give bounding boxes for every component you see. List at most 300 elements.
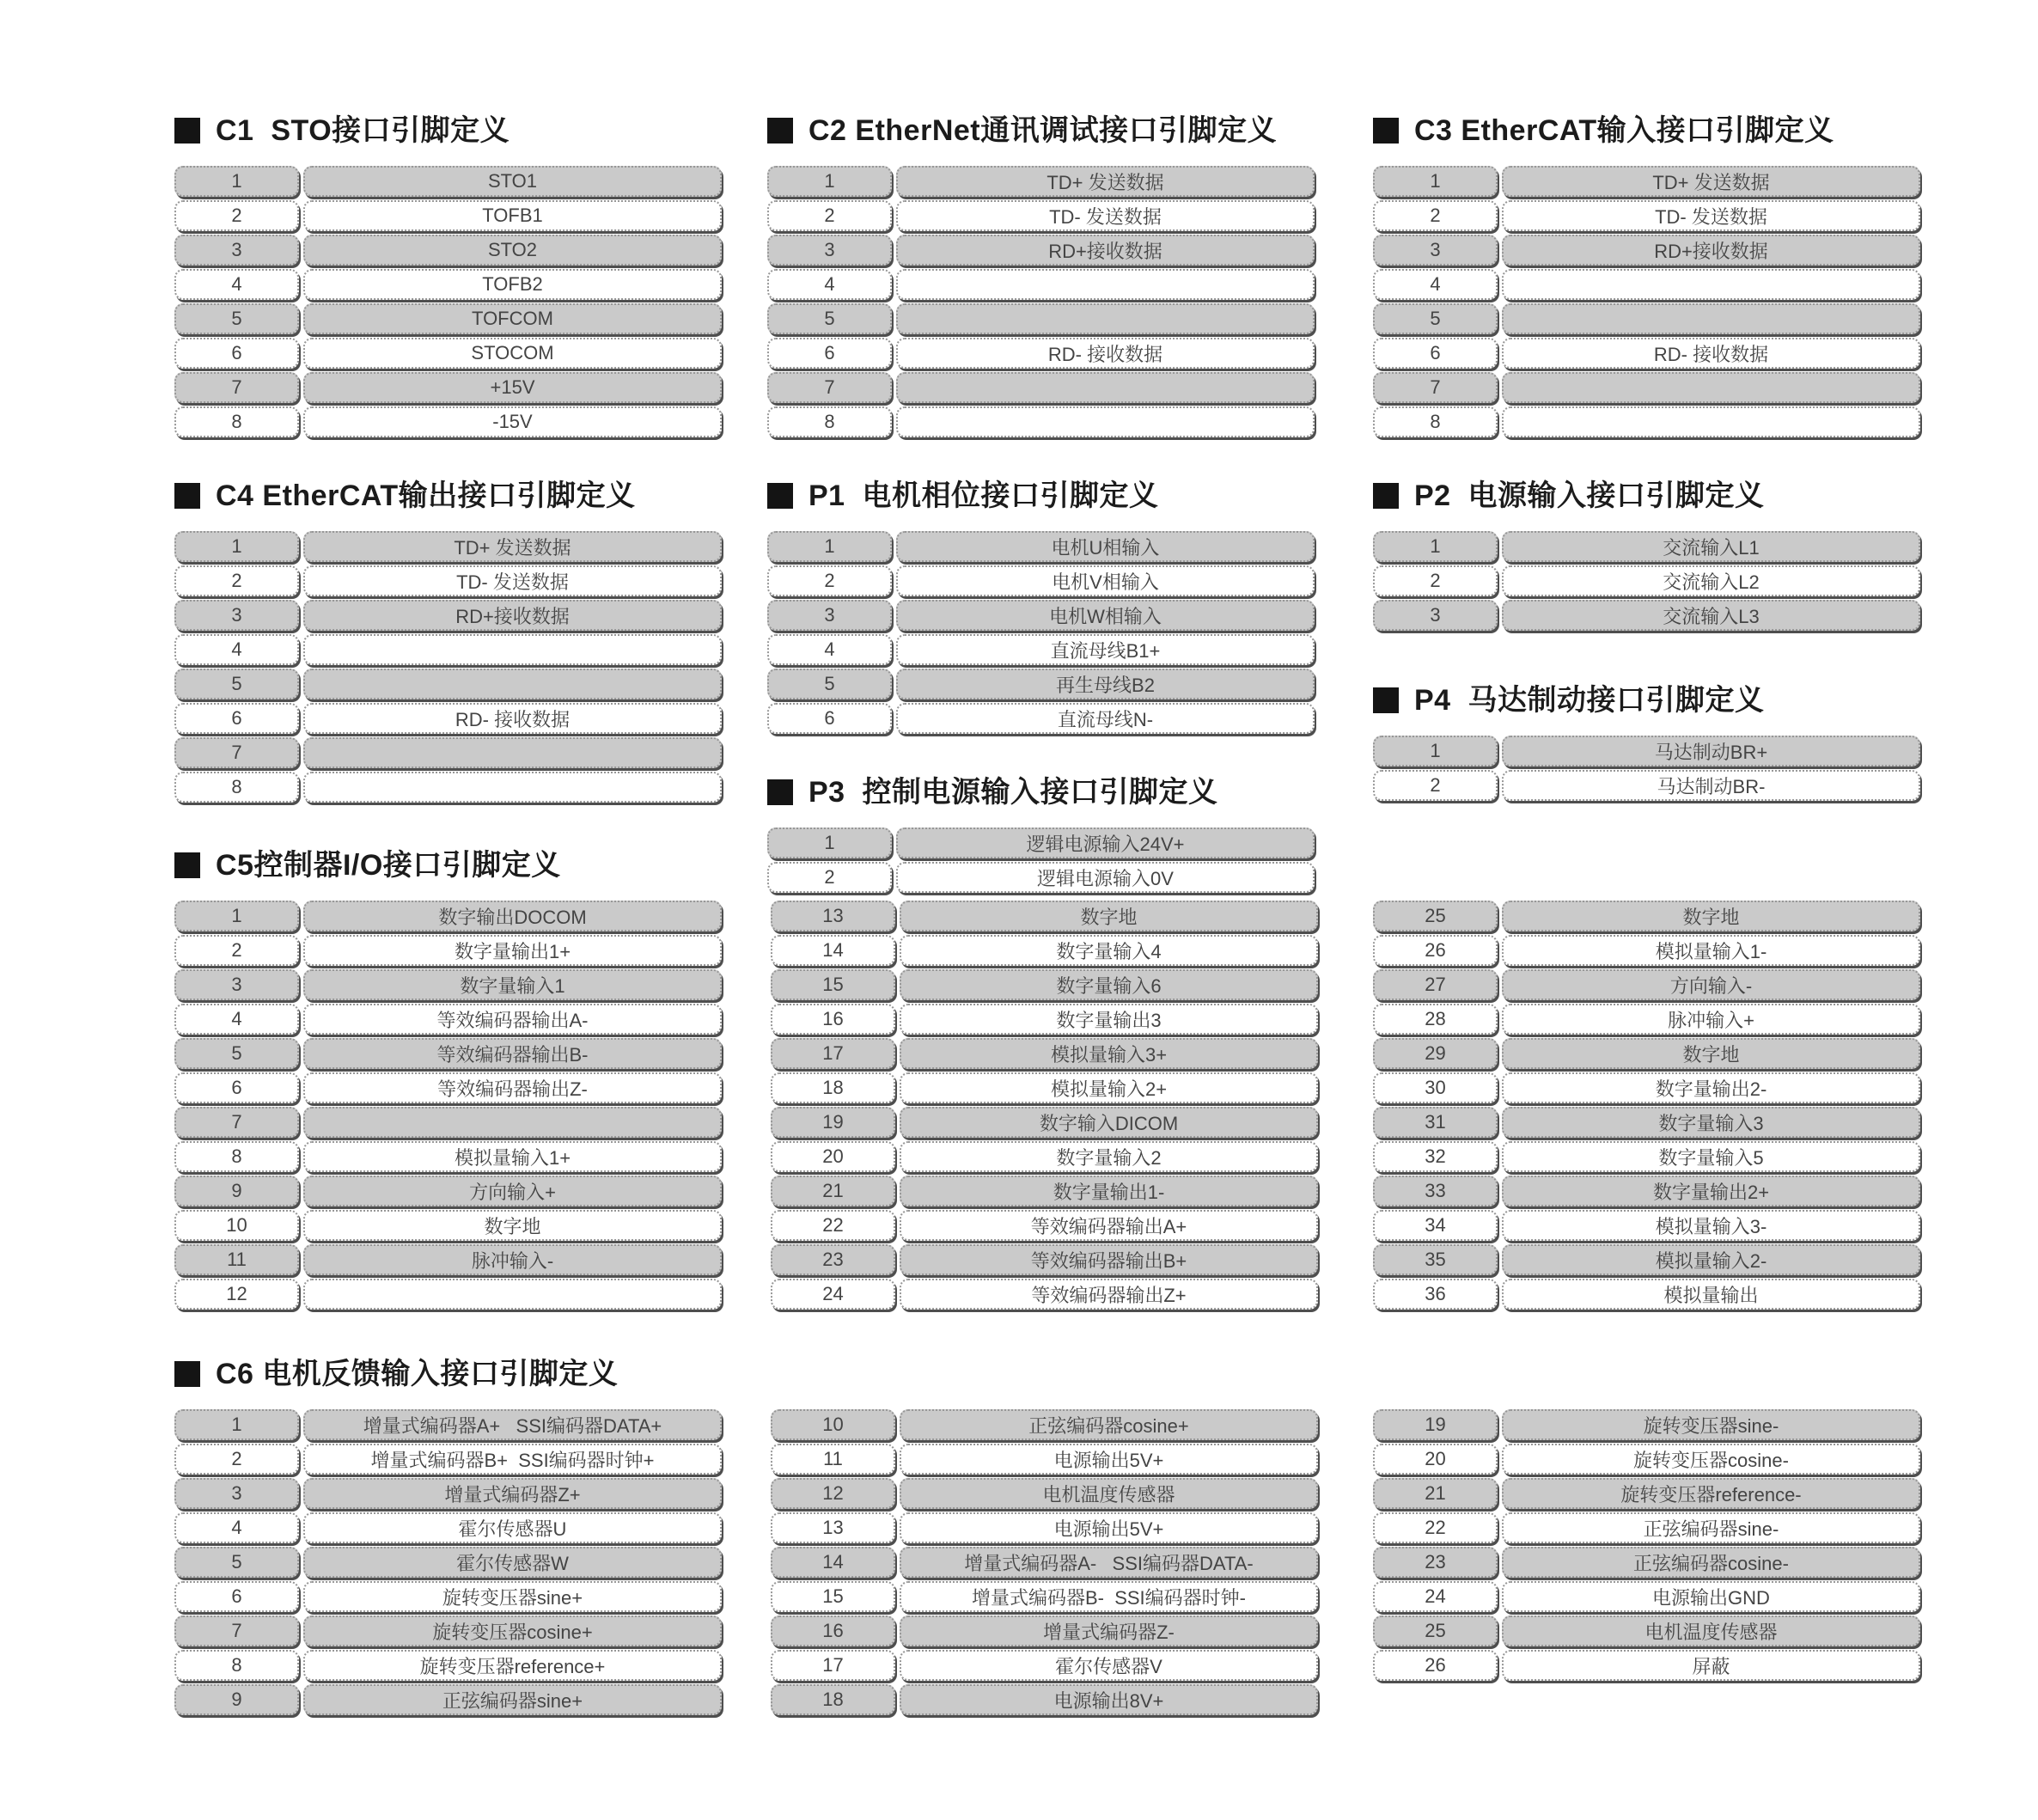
pin-number-cell: 23 [771, 1244, 895, 1275]
pin-row [771, 1004, 1318, 1035]
pin-number-cell: 19 [1373, 1409, 1498, 1440]
pin-row [174, 1072, 722, 1103]
pin-label-cell: 数字地 [900, 901, 1318, 931]
pin-row [1373, 901, 1920, 931]
pin-label-cell [1502, 372, 1920, 403]
pin-number-cell: 7 [767, 372, 892, 403]
pin-label-cell: 模拟量输入1- [1502, 935, 1920, 966]
pin-number-cell: 5 [767, 303, 892, 334]
section-bullet-icon [767, 483, 793, 509]
pin-row [174, 1547, 722, 1578]
pin-number-cell: 2 [174, 565, 299, 596]
pin-row [1373, 770, 1920, 801]
pin-number-cell: 6 [767, 338, 892, 369]
pin-row [1373, 600, 1920, 631]
section-p4 [1373, 681, 1920, 804]
pin-number-cell: 18 [771, 1684, 895, 1715]
pin-row [767, 166, 1315, 197]
pin-label-cell: 旋转变压器sine- [1502, 1409, 1920, 1440]
pin-number-cell: 13 [771, 1512, 895, 1543]
pin-label-cell: 旋转变压器sine+ [303, 1581, 722, 1612]
pin-label-cell [303, 1279, 722, 1310]
pin-label-cell: 电机温度传感器 [900, 1478, 1318, 1509]
section-title-text: C2 EtherNet通讯调试接口引脚定义 [808, 114, 1278, 147]
pin-number-cell: 4 [767, 634, 892, 665]
pin-row [771, 1244, 1318, 1275]
pin-label-cell [1502, 303, 1920, 334]
pin-row [174, 269, 722, 300]
section-bullet-icon [1373, 483, 1399, 509]
pin-row [174, 1444, 722, 1475]
pin-number-cell: 17 [771, 1038, 895, 1069]
pin-row [174, 703, 722, 734]
pin-row [1373, 1581, 1920, 1612]
pin-row [174, 901, 722, 931]
pin-label-cell: RD+接收数据 [303, 600, 722, 631]
pin-label-cell: 电源输出8V+ [900, 1684, 1318, 1715]
pin-number-cell: 6 [174, 1581, 299, 1612]
pin-row [174, 235, 722, 266]
pin-number-cell: 15 [771, 969, 895, 1000]
pin-row [1373, 1141, 1920, 1172]
pin-number-cell: 1 [174, 901, 299, 931]
pin-label-cell: 数字地 [1502, 1038, 1920, 1069]
pin-number-cell: 30 [1373, 1072, 1498, 1103]
section-p1-title [767, 477, 1315, 515]
pin-number-cell: 22 [771, 1210, 895, 1241]
pin-label-cell: 等效编码器输出B- [303, 1038, 722, 1069]
pin-row [1373, 1244, 1920, 1275]
section-c6-continued-right [1373, 1409, 1920, 1684]
pin-number-cell: 3 [174, 235, 299, 266]
pin-number-cell: 5 [174, 669, 299, 699]
pin-row [1373, 1279, 1920, 1310]
pin-row [767, 565, 1315, 596]
pin-label-cell: 直流母线B1+ [896, 634, 1315, 665]
pin-label-cell: 增量式编码器A+ SSI编码器DATA+ [303, 1409, 722, 1440]
pin-label-cell: TOFB1 [303, 200, 722, 231]
pin-label-cell: TOFB2 [303, 269, 722, 300]
pin-row [174, 1176, 722, 1206]
pin-row [1373, 531, 1920, 562]
pin-row [767, 338, 1315, 369]
pin-number-cell: 16 [771, 1004, 895, 1035]
pin-row [174, 1684, 722, 1715]
pin-number-cell: 1 [174, 1409, 299, 1440]
pin-label-cell: 直流母线N- [896, 703, 1315, 734]
pin-number-cell: 5 [174, 303, 299, 334]
pin-label-cell: 模拟量输入3- [1502, 1210, 1920, 1241]
pin-number-cell: 1 [1373, 166, 1498, 197]
pin-row [767, 703, 1315, 734]
pin-number-cell: 25 [1373, 901, 1498, 931]
pin-number-cell: 7 [174, 1107, 299, 1138]
pin-row [1373, 1409, 1920, 1440]
pin-row [174, 1038, 722, 1069]
pin-row [767, 600, 1315, 631]
pin-label-cell: RD+接收数据 [896, 235, 1315, 266]
pin-row [767, 669, 1315, 699]
pin-number-cell: 14 [771, 1547, 895, 1578]
pin-row [1373, 1107, 1920, 1138]
pin-label-cell: 交流输入L2 [1502, 565, 1920, 596]
pin-table-c6-pins-10-18 [771, 1409, 1318, 1719]
pin-number-cell: 2 [767, 565, 892, 596]
pin-label-cell: 增量式编码器B- SSI编码器时钟- [900, 1581, 1318, 1612]
pin-number-cell: 2 [1373, 565, 1498, 596]
pin-row [174, 166, 722, 197]
pin-label-cell: TD- 发送数据 [303, 565, 722, 596]
pin-label-cell: 电机U相输入 [896, 531, 1315, 562]
section-c3-title [1373, 112, 1920, 150]
pin-label-cell: 数字量输出2+ [1502, 1176, 1920, 1206]
pin-label-cell [896, 372, 1315, 403]
pin-table-c6-pins-1-9 [174, 1409, 722, 1719]
pin-row [174, 1478, 722, 1509]
pin-row [1373, 1210, 1920, 1241]
pin-label-cell [303, 1107, 722, 1138]
pin-row [1373, 200, 1920, 231]
pin-row [174, 1409, 722, 1440]
pin-label-cell: 模拟量输入2- [1502, 1244, 1920, 1275]
pin-number-cell: 8 [174, 406, 299, 437]
pin-number-cell: 29 [1373, 1038, 1498, 1069]
pin-row [1373, 1038, 1920, 1069]
pin-number-cell: 2 [767, 200, 892, 231]
section-title-text: C4 EtherCAT输出接口引脚定义 [216, 479, 636, 512]
pin-row [174, 1512, 722, 1543]
pin-label-cell: 数字地 [303, 1210, 722, 1241]
pin-label-cell [303, 737, 722, 768]
pin-label-cell: 方向输入+ [303, 1176, 722, 1206]
pin-label-cell: 电机温度传感器 [1502, 1615, 1920, 1646]
pin-label-cell: 正弦编码器cosine- [1502, 1547, 1920, 1578]
section-bullet-icon [174, 1361, 200, 1387]
section-p3-title [767, 773, 1315, 811]
pin-number-cell: 8 [174, 1141, 299, 1172]
pin-label-cell [303, 634, 722, 665]
section-bullet-icon [767, 779, 793, 805]
pin-label-cell: 逻辑电源输入24V+ [896, 828, 1315, 858]
pin-number-cell: 7 [1373, 372, 1498, 403]
pin-row [1373, 1478, 1920, 1509]
pin-number-cell: 3 [1373, 235, 1498, 266]
pin-label-cell: 模拟量输出 [1502, 1279, 1920, 1310]
pin-number-cell: 2 [174, 200, 299, 231]
pin-number-cell: 26 [1373, 935, 1498, 966]
pin-number-cell: 33 [1373, 1176, 1498, 1206]
section-p3 [767, 773, 1315, 896]
pin-row [174, 1004, 722, 1035]
pin-label-cell: 正弦编码器sine+ [303, 1684, 722, 1715]
pin-label-cell: STOCOM [303, 338, 722, 369]
section-c2 [767, 112, 1315, 441]
pin-label-cell: 数字量输出2- [1502, 1072, 1920, 1103]
pin-table-p2 [1373, 531, 1920, 634]
pin-label-cell: 霍尔传感器U [303, 1512, 722, 1543]
section-p1 [767, 477, 1315, 737]
pin-number-cell: 16 [771, 1615, 895, 1646]
pin-row [1373, 1615, 1920, 1646]
pin-row [174, 303, 722, 334]
pin-row [1373, 1650, 1920, 1681]
pin-number-cell: 1 [767, 531, 892, 562]
pin-row [174, 200, 722, 231]
pin-label-cell: 霍尔传感器V [900, 1650, 1318, 1681]
pin-table-p4 [1373, 736, 1920, 804]
pin-row [174, 1141, 722, 1172]
pin-table-c3 [1373, 166, 1920, 441]
pin-number-cell: 10 [771, 1409, 895, 1440]
section-title-text: C3 EtherCAT输入接口引脚定义 [1414, 114, 1834, 147]
pin-label-cell: 旋转变压器reference+ [303, 1650, 722, 1681]
pin-label-cell: 数字输入DICOM [900, 1107, 1318, 1138]
pin-number-cell: 3 [1373, 600, 1498, 631]
pin-number-cell: 3 [174, 969, 299, 1000]
pin-row [174, 338, 722, 369]
section-bullet-icon [1373, 687, 1399, 713]
section-c6-continued-middle [771, 1409, 1318, 1719]
pin-number-cell: 3 [767, 600, 892, 631]
pin-row [767, 372, 1315, 403]
pin-row [767, 406, 1315, 437]
pin-label-cell: 马达制动BR- [1502, 770, 1920, 801]
pin-label-cell: 屏蔽 [1502, 1650, 1920, 1681]
pin-row [1373, 1512, 1920, 1543]
pin-label-cell: 增量式编码器A- SSI编码器DATA- [900, 1547, 1318, 1578]
pin-row [174, 737, 722, 768]
pin-row [174, 969, 722, 1000]
pin-label-cell: 电源输出GND [1502, 1581, 1920, 1612]
pin-number-cell: 1 [1373, 531, 1498, 562]
pin-row [771, 1650, 1318, 1681]
pin-number-cell: 5 [174, 1547, 299, 1578]
pin-row [767, 269, 1315, 300]
pin-label-cell: 数字量输入1 [303, 969, 722, 1000]
pin-row [771, 901, 1318, 931]
pin-number-cell: 9 [174, 1176, 299, 1206]
pin-label-cell: RD- 接收数据 [303, 703, 722, 734]
pin-label-cell: 旋转变压器cosine+ [303, 1615, 722, 1646]
pin-row [767, 828, 1315, 858]
pin-table-c5-pins-13-24 [771, 901, 1318, 1313]
pin-row [1373, 303, 1920, 334]
pin-number-cell: 3 [767, 235, 892, 266]
pin-row [174, 634, 722, 665]
pin-number-cell: 11 [174, 1244, 299, 1275]
pin-label-cell: 旋转变压器reference- [1502, 1478, 1920, 1509]
pin-row [771, 1072, 1318, 1103]
pin-number-cell: 18 [771, 1072, 895, 1103]
pin-row [767, 200, 1315, 231]
pin-number-cell: 1 [174, 531, 299, 562]
pin-label-cell: 数字地 [1502, 901, 1920, 931]
pin-row [174, 372, 722, 403]
section-c4-title [174, 477, 722, 515]
pin-number-cell: 24 [771, 1279, 895, 1310]
pin-number-cell: 25 [1373, 1615, 1498, 1646]
pin-label-cell: 数字量输入3 [1502, 1107, 1920, 1138]
pin-label-cell: 电源输出5V+ [900, 1444, 1318, 1475]
section-c5-continued-middle [771, 901, 1318, 1313]
pin-row [174, 935, 722, 966]
pin-row [1373, 935, 1920, 966]
pin-label-cell: 等效编码器输出A- [303, 1004, 722, 1035]
pin-row [174, 565, 722, 596]
pin-row [1373, 166, 1920, 197]
section-c2-title [767, 112, 1315, 150]
pin-row [1373, 1072, 1920, 1103]
pin-label-cell: TD- 发送数据 [1502, 200, 1920, 231]
pin-row [771, 1279, 1318, 1310]
pin-label-cell: 电机V相输入 [896, 565, 1315, 596]
pin-label-cell [896, 303, 1315, 334]
pin-label-cell: 电源输出5V+ [900, 1512, 1318, 1543]
pin-row [771, 1176, 1318, 1206]
pin-row [1373, 565, 1920, 596]
pin-row [1373, 1547, 1920, 1578]
pin-number-cell: 5 [174, 1038, 299, 1069]
pin-number-cell: 6 [174, 703, 299, 734]
pin-number-cell: 20 [771, 1141, 895, 1172]
pin-label-cell: 数字量输出1- [900, 1176, 1318, 1206]
section-title-text: P3 控制电源输入接口引脚定义 [808, 776, 1218, 809]
pin-table-p1 [767, 531, 1315, 737]
pin-label-cell: 交流输入L3 [1502, 600, 1920, 631]
section-c5-continued-right [1373, 901, 1920, 1313]
pin-row [174, 669, 722, 699]
pin-row [771, 1684, 1318, 1715]
pin-number-cell: 3 [174, 600, 299, 631]
pin-label-cell [1502, 406, 1920, 437]
pin-label-cell: RD- 接收数据 [896, 338, 1315, 369]
pin-number-cell: 5 [767, 669, 892, 699]
pin-number-cell: 36 [1373, 1279, 1498, 1310]
pin-label-cell: 脉冲输入+ [1502, 1004, 1920, 1035]
pin-row [174, 531, 722, 562]
pin-row [771, 1615, 1318, 1646]
pin-number-cell: 20 [1373, 1444, 1498, 1475]
pin-row [1373, 338, 1920, 369]
pin-label-cell [896, 269, 1315, 300]
pin-row [1373, 372, 1920, 403]
pin-number-cell: 12 [174, 1279, 299, 1310]
pin-number-cell: 17 [771, 1650, 895, 1681]
pin-label-cell: 数字量输出1+ [303, 935, 722, 966]
pin-row [1373, 1004, 1920, 1035]
pin-row [1373, 1444, 1920, 1475]
pin-row [771, 1512, 1318, 1543]
pin-number-cell: 6 [174, 338, 299, 369]
pin-label-cell: 交流输入L1 [1502, 531, 1920, 562]
section-p2 [1373, 477, 1920, 634]
pin-row [174, 1279, 722, 1310]
pin-number-cell: 4 [174, 1512, 299, 1543]
pin-number-cell: 23 [1373, 1547, 1498, 1578]
pin-row [1373, 269, 1920, 300]
pin-table-c2 [767, 166, 1315, 441]
pin-number-cell: 14 [771, 935, 895, 966]
section-c6-title [174, 1355, 722, 1393]
pin-number-cell: 8 [767, 406, 892, 437]
pin-row [771, 1547, 1318, 1578]
pin-number-cell: 8 [174, 772, 299, 803]
pin-number-cell: 13 [771, 901, 895, 931]
section-c3 [1373, 112, 1920, 441]
pin-row [1373, 235, 1920, 266]
pin-row [771, 1038, 1318, 1069]
pin-row [771, 1210, 1318, 1241]
pin-label-cell: TD+ 发送数据 [1502, 166, 1920, 197]
pin-number-cell: 21 [771, 1176, 895, 1206]
pin-label-cell: 脉冲输入- [303, 1244, 722, 1275]
pin-label-cell: 数字量输入5 [1502, 1141, 1920, 1172]
pin-label-cell: TD+ 发送数据 [303, 531, 722, 562]
pin-number-cell: 6 [767, 703, 892, 734]
pin-label-cell: 数字量输出3 [900, 1004, 1318, 1035]
pin-number-cell: 2 [767, 862, 892, 893]
pin-row [174, 406, 722, 437]
pin-number-cell: 8 [174, 1650, 299, 1681]
pin-number-cell: 11 [771, 1444, 895, 1475]
pin-table-p3 [767, 828, 1315, 896]
pin-number-cell: 8 [1373, 406, 1498, 437]
pin-label-cell [1502, 269, 1920, 300]
pin-label-cell [303, 772, 722, 803]
pin-label-cell: STO1 [303, 166, 722, 197]
pin-number-cell: 32 [1373, 1141, 1498, 1172]
pin-number-cell: 3 [174, 1478, 299, 1509]
pin-row [767, 531, 1315, 562]
pin-number-cell: 27 [1373, 969, 1498, 1000]
section-c6 [174, 1355, 722, 1719]
pin-number-cell: 2 [1373, 770, 1498, 801]
pin-number-cell: 7 [174, 737, 299, 768]
pin-number-cell: 28 [1373, 1004, 1498, 1035]
pin-number-cell: 2 [1373, 200, 1498, 231]
pin-row [174, 1581, 722, 1612]
pin-number-cell: 4 [767, 269, 892, 300]
pin-label-cell: -15V [303, 406, 722, 437]
pin-number-cell: 24 [1373, 1581, 1498, 1612]
pin-label-cell: 逻辑电源输入0V [896, 862, 1315, 893]
pin-label-cell [896, 406, 1315, 437]
pin-row [1373, 1176, 1920, 1206]
section-title-text: C6 电机反馈输入接口引脚定义 [216, 1358, 619, 1390]
pin-row [174, 1615, 722, 1646]
pin-table-c4 [174, 531, 722, 806]
pin-label-cell: 增量式编码器Z+ [303, 1478, 722, 1509]
pin-number-cell: 1 [767, 828, 892, 858]
pin-number-cell: 1 [1373, 736, 1498, 766]
section-p2-title [1373, 477, 1920, 515]
pin-number-cell: 9 [174, 1684, 299, 1715]
section-bullet-icon [174, 483, 200, 509]
pin-row [174, 600, 722, 631]
pin-label-cell [303, 669, 722, 699]
pin-label-cell: 马达制动BR+ [1502, 736, 1920, 766]
pin-number-cell: 19 [771, 1107, 895, 1138]
pin-number-cell: 4 [1373, 269, 1498, 300]
section-bullet-icon [1373, 118, 1399, 144]
pin-number-cell: 7 [174, 372, 299, 403]
pin-row [1373, 969, 1920, 1000]
pin-label-cell: 模拟量输入1+ [303, 1141, 722, 1172]
pin-number-cell: 34 [1373, 1210, 1498, 1241]
pin-row [771, 1478, 1318, 1509]
pin-label-cell: STO2 [303, 235, 722, 266]
pin-row [771, 1107, 1318, 1138]
